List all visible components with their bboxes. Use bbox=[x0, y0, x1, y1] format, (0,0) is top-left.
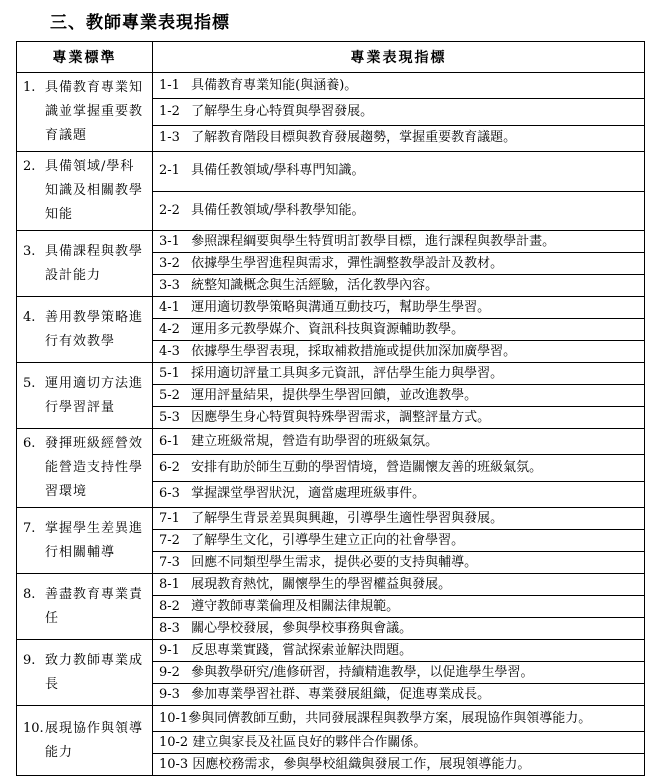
standard-text: 具備課程與教學設計能力 bbox=[45, 243, 144, 283]
indicator-code: 8-3 bbox=[159, 620, 180, 636]
standard-cell bbox=[17, 706, 153, 776]
indicator-text: 具備教育專業知能(與涵養)。 bbox=[187, 77, 358, 93]
indicator-cell bbox=[153, 662, 645, 684]
indicator-text: 參與教學研究/進修研習，持續精進教學，以促進學生學習。 bbox=[187, 664, 534, 680]
indicator-code: 5-1 bbox=[159, 365, 180, 381]
standard-number: 9. bbox=[23, 652, 36, 668]
standard-text: 善盡教育專業責任 bbox=[45, 586, 144, 626]
indicator-text: 了解學生文化，引導學生建立正向的社會學習。 bbox=[187, 532, 465, 548]
standard-cell bbox=[17, 574, 153, 640]
indicator-cell bbox=[153, 754, 645, 776]
indicator-code: 2-1 bbox=[159, 163, 180, 179]
standard-number: 3. bbox=[23, 243, 36, 259]
standard-cell bbox=[17, 152, 153, 231]
standard-number: 2. bbox=[23, 159, 36, 174]
table-row bbox=[17, 297, 645, 319]
indicator-cell bbox=[153, 574, 645, 596]
indicator-code: 8-1 bbox=[159, 576, 180, 592]
indicator-text: 了解學生身心特質與學習發展。 bbox=[187, 103, 374, 119]
indicator-cell bbox=[153, 429, 645, 455]
indicator-cell bbox=[153, 455, 645, 481]
indicator-cell bbox=[153, 73, 645, 99]
indicator-cell bbox=[153, 275, 645, 297]
indicator-code: 1-3 bbox=[159, 130, 180, 146]
indicator-text: 遵守教師專業倫理及相關法律規範。 bbox=[187, 598, 400, 614]
indicator-text: 具備任教領域/學科專門知識。 bbox=[187, 163, 365, 179]
indicator-code: 9-1 bbox=[159, 642, 180, 658]
standard-text: 展現協作與領導能力 bbox=[45, 720, 144, 760]
header-standard: 專業標準 bbox=[17, 42, 153, 73]
indicator-text: 因應學生身心特質與特殊學習需求，調整評量方式。 bbox=[187, 409, 491, 425]
indicator-cell bbox=[153, 297, 645, 319]
indicator-cell bbox=[153, 385, 645, 407]
indicator-cell bbox=[153, 732, 645, 754]
standard-number: 6. bbox=[23, 436, 36, 451]
indicator-text: 採用適切評量工具與多元資訊，評估學生能力與學習。 bbox=[187, 365, 504, 381]
indicator-code: 4-2 bbox=[159, 321, 180, 337]
indicator-text: 因應校務需求，參與學校組織與發展工作，展現領導能力。 bbox=[188, 756, 531, 772]
indicator-text: 依據學生學習表現，採取補救措施或提供加深加廣學習。 bbox=[187, 343, 517, 359]
indicator-code: 10-3 bbox=[159, 756, 189, 772]
indicator-text: 運用多元教學媒介、資訊科技與資源輔助教學。 bbox=[187, 321, 465, 337]
standard-number: 10. bbox=[23, 720, 44, 736]
header-indicator: 專業表現指標 bbox=[153, 42, 645, 73]
indicator-cell bbox=[153, 363, 645, 385]
indicator-text: 參照課程綱要與學生特質明訂教學目標，進行課程與教學計畫。 bbox=[187, 233, 556, 249]
indicator-text: 建立班級常規，營造有助學習的班級氣氛。 bbox=[187, 433, 439, 449]
indicator-code: 7-1 bbox=[159, 510, 180, 526]
indicator-text: 具備任教領域/學科教學知能。 bbox=[187, 202, 365, 218]
indicator-text: 展現教育熱忱，關懷學生的學習權益與發展。 bbox=[187, 576, 452, 592]
table-row bbox=[17, 640, 645, 662]
indicator-code: 1-1 bbox=[159, 77, 180, 93]
table-row bbox=[17, 231, 645, 253]
indicator-text: 安排有助於師生互動的學習情境，營造關懷友善的班級氣氛。 bbox=[187, 459, 543, 475]
indicator-code: 4-1 bbox=[159, 299, 180, 315]
indicator-cell bbox=[153, 231, 645, 253]
table-row bbox=[17, 73, 645, 99]
standard-cell bbox=[17, 640, 153, 706]
indicator-cell bbox=[153, 706, 645, 732]
indicator-text: 掌握課堂學習狀況，適當處理班級事件。 bbox=[187, 486, 426, 502]
indicator-code: 3-2 bbox=[159, 255, 180, 271]
indicator-text: 運用適切教學策略與溝通互動技巧，幫助學生學習。 bbox=[187, 299, 491, 315]
indicator-cell bbox=[153, 99, 645, 125]
indicator-code: 8-2 bbox=[159, 598, 180, 614]
indicator-cell bbox=[153, 618, 645, 640]
indicator-text: 反思專業實踐，嘗試探索並解決問題。 bbox=[187, 642, 413, 658]
indicator-text: 依據學生學習進程與需求，彈性調整教學設計及教材。 bbox=[187, 255, 504, 271]
indicator-code: 9-3 bbox=[159, 686, 180, 702]
indicator-cell bbox=[153, 125, 645, 151]
standard-text: 發揮班級經營效能營造支持性學習環境 bbox=[45, 436, 144, 499]
indicator-text: 建立與家長及社區良好的夥伴合作關係。 bbox=[188, 734, 427, 750]
indicator-cell bbox=[153, 319, 645, 341]
indicator-text: 統整知識概念與生活經驗，活化教學內容。 bbox=[187, 277, 439, 293]
indicator-cell bbox=[153, 407, 645, 429]
table-row bbox=[17, 152, 645, 192]
standard-number: 1. bbox=[23, 80, 36, 95]
indicator-code: 10-1 bbox=[159, 710, 189, 726]
standard-cell bbox=[17, 297, 153, 363]
indicator-cell bbox=[153, 596, 645, 618]
table-row bbox=[17, 508, 645, 530]
indicator-code: 7-3 bbox=[159, 554, 180, 570]
indicator-text: 運用評量結果，提供學生學習回饋，並改進教學。 bbox=[187, 387, 478, 403]
standard-number: 4. bbox=[23, 309, 36, 325]
indicator-code: 6-2 bbox=[159, 459, 180, 475]
indicator-text: 了解教育階段目標與教育發展趨勢，掌握重要教育議題。 bbox=[187, 130, 517, 146]
section-title: 三、教師專業表現指標 bbox=[50, 13, 230, 33]
indicator-code: 3-3 bbox=[159, 277, 180, 293]
standard-cell bbox=[17, 363, 153, 429]
standard-text: 善用教學策略進行有效教學 bbox=[45, 309, 144, 349]
standard-number: 8. bbox=[23, 586, 36, 602]
indicator-text: 參加專業學習社群、專業發展組織，促進專業成長。 bbox=[187, 686, 491, 702]
standard-text: 具備教育專業知識並掌握重要教育議題 bbox=[45, 80, 144, 143]
table-row bbox=[17, 574, 645, 596]
standard-number: 5. bbox=[23, 375, 36, 391]
indicator-code: 5-2 bbox=[159, 387, 180, 403]
indicator-code: 2-2 bbox=[159, 202, 180, 218]
indicator-cell bbox=[153, 684, 645, 706]
standard-cell bbox=[17, 73, 153, 152]
indicator-code: 10-2 bbox=[159, 734, 189, 750]
indicator-text: 了解學生背景差異與興趣，引導學生適性學習與發展。 bbox=[187, 510, 504, 526]
indicator-cell bbox=[153, 508, 645, 530]
indicator-cell bbox=[153, 530, 645, 552]
standard-cell bbox=[17, 508, 153, 574]
standard-number: 7. bbox=[23, 520, 36, 536]
table-header-row bbox=[17, 42, 645, 73]
standard-text: 掌握學生差異進行相關輔導 bbox=[45, 520, 144, 560]
indicator-cell bbox=[153, 481, 645, 507]
indicator-cell bbox=[153, 152, 645, 192]
indicator-code: 6-1 bbox=[159, 433, 180, 449]
indicator-cell bbox=[153, 191, 645, 231]
standard-text: 致力教師專業成長 bbox=[45, 652, 144, 692]
indicator-code: 1-2 bbox=[159, 103, 180, 119]
indicator-cell bbox=[153, 341, 645, 363]
indicator-cell bbox=[153, 640, 645, 662]
table-body bbox=[17, 73, 645, 776]
indicator-code: 9-2 bbox=[159, 664, 180, 680]
table-row bbox=[17, 363, 645, 385]
indicator-text: 關心學校發展，參與學校事務與會議。 bbox=[187, 620, 413, 636]
indicators-table bbox=[16, 41, 645, 776]
indicator-code: 5-3 bbox=[159, 409, 180, 425]
indicator-cell bbox=[153, 552, 645, 574]
indicator-code: 7-2 bbox=[159, 532, 180, 548]
indicator-cell bbox=[153, 253, 645, 275]
indicator-code: 4-3 bbox=[159, 343, 180, 359]
standard-text: 運用適切方法進行學習評量 bbox=[45, 375, 144, 415]
indicator-text: 回應不同類型學生需求，提供必要的支持與輔導。 bbox=[187, 554, 478, 570]
indicator-code: 6-3 bbox=[159, 486, 180, 502]
table-row bbox=[17, 706, 645, 732]
table-row bbox=[17, 429, 645, 455]
standard-cell bbox=[17, 429, 153, 508]
indicator-text: 參與同儕教師互動，共同發展課程與教學方案，展現協作與領導能力。 bbox=[188, 710, 592, 726]
standard-text: 具備領域/學科知識及相關教學知能 bbox=[45, 159, 144, 222]
standard-cell bbox=[17, 231, 153, 297]
indicator-code: 3-1 bbox=[159, 233, 180, 249]
